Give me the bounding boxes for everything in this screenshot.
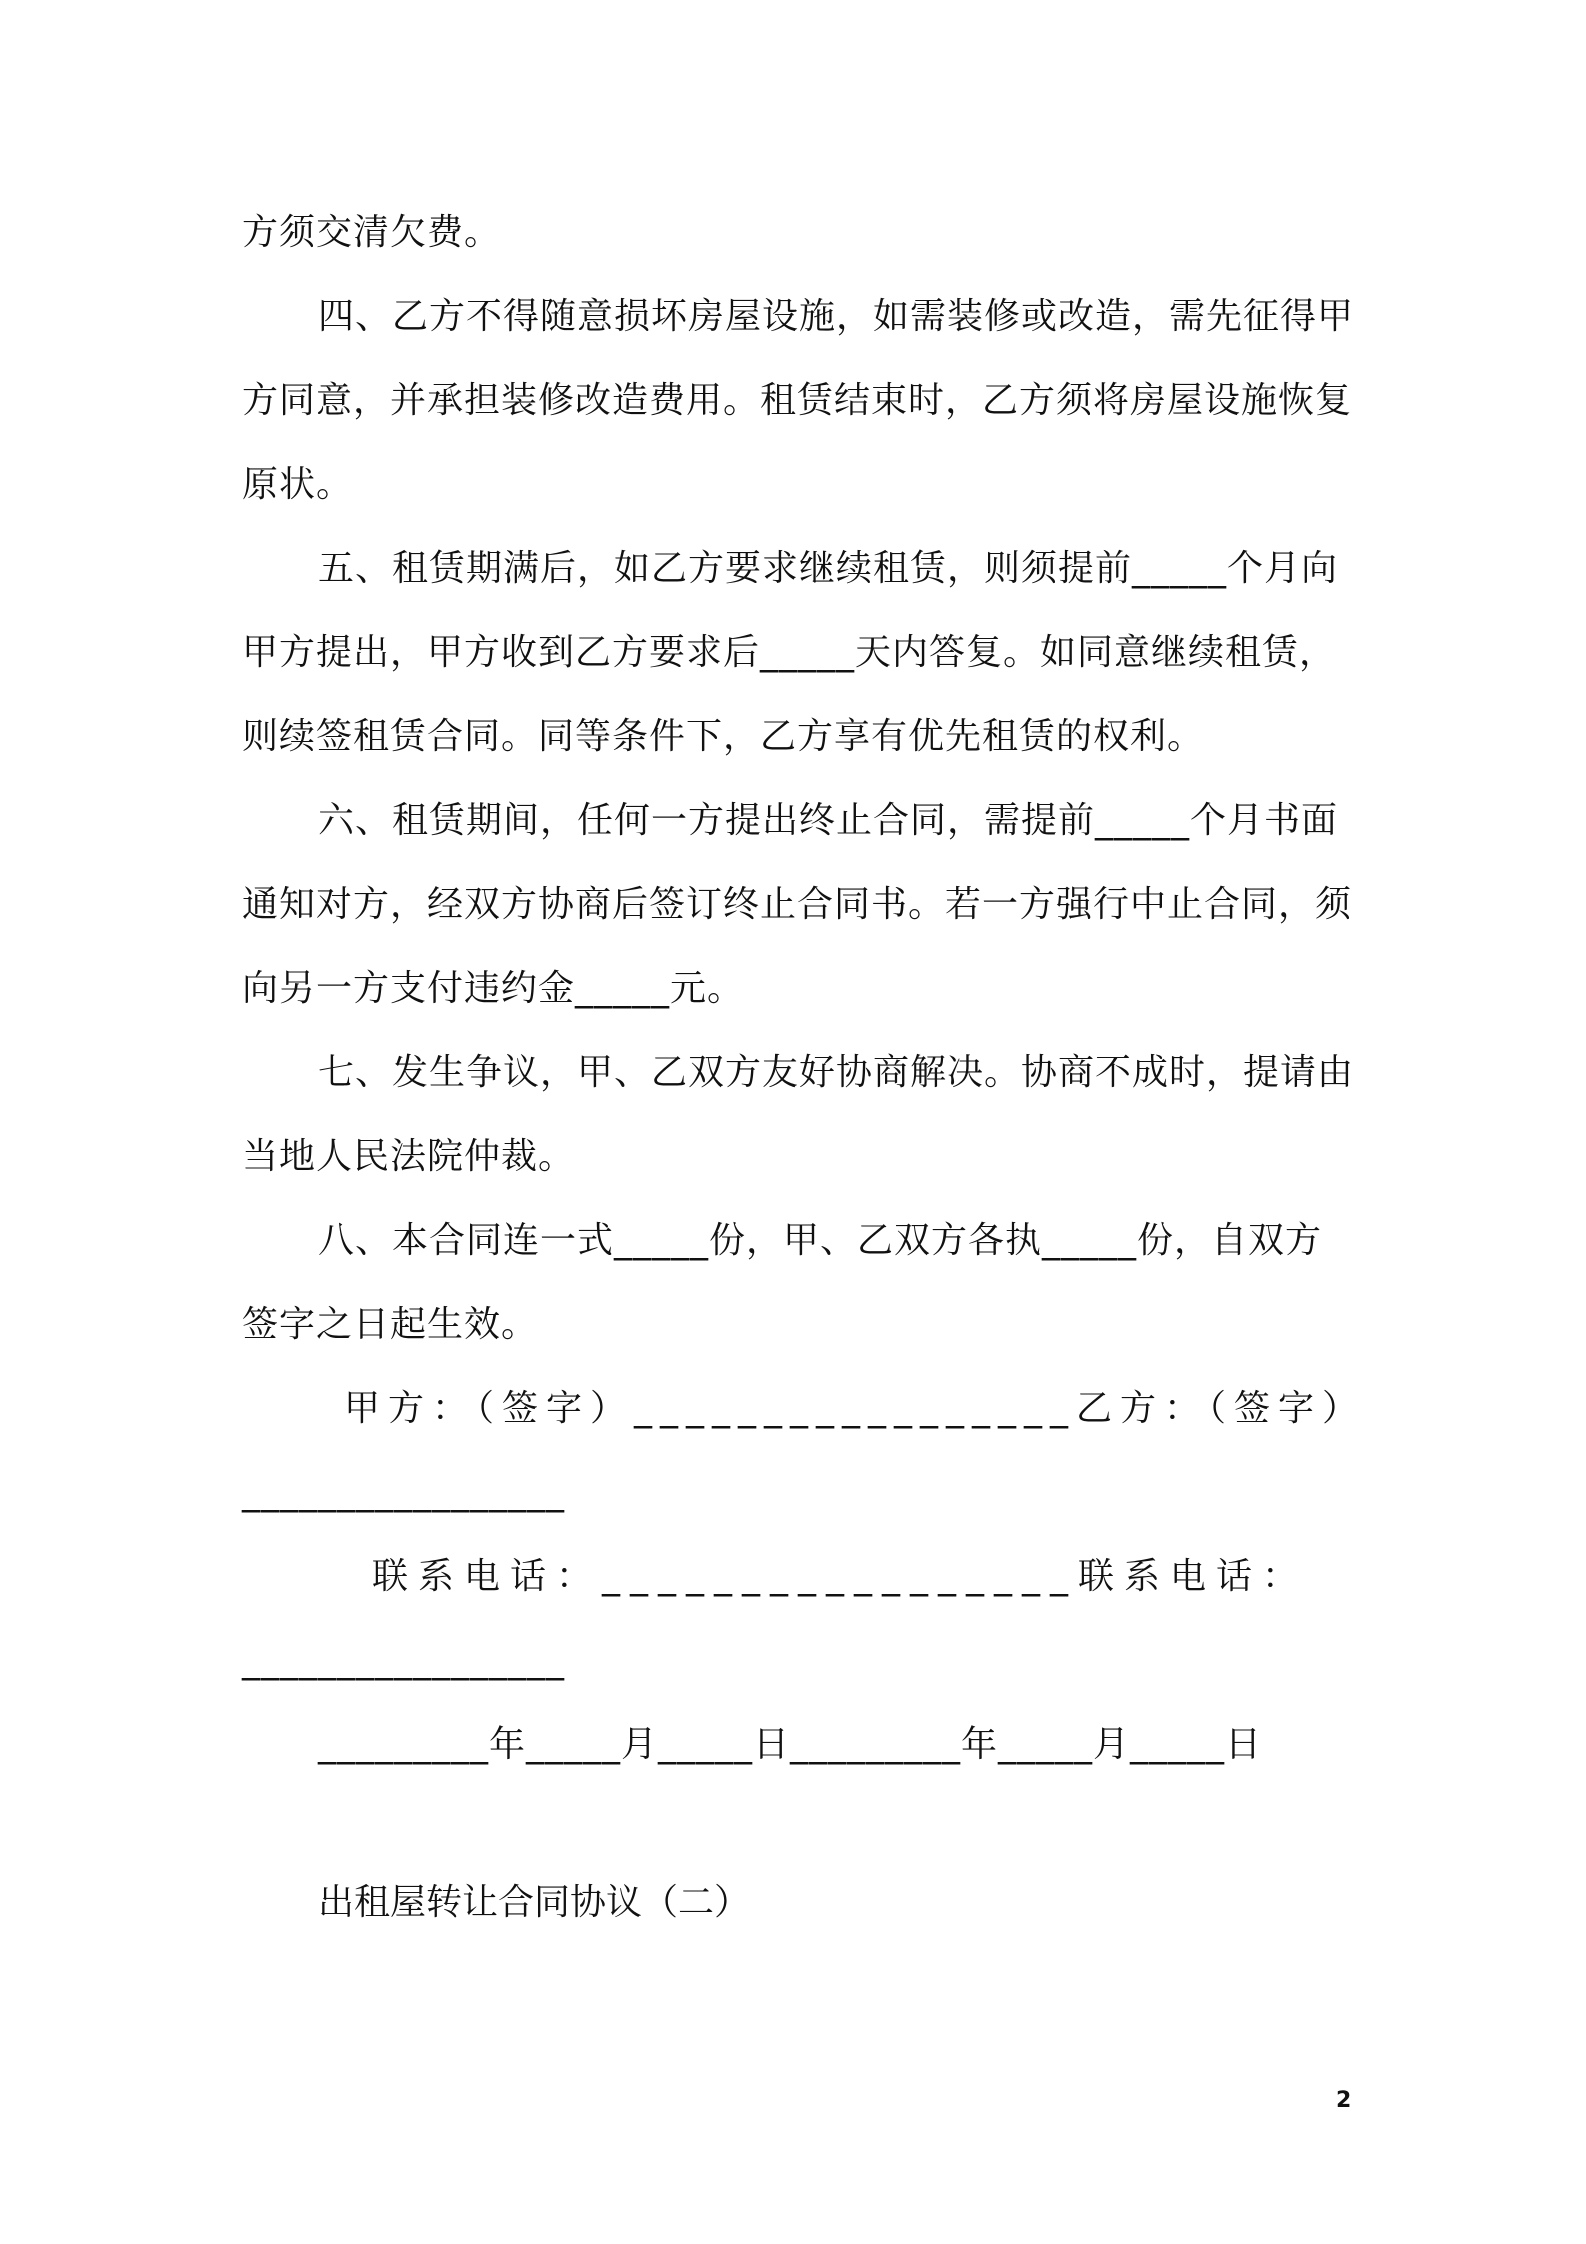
date-line: _________年_____月_____日_________年_____月_____日: [318, 1724, 1262, 1765]
text-line: 甲方提出，甲方收到乙方要求后_____天内答复。如同意继续租赁，: [242, 632, 1337, 673]
text-line: 原状。: [242, 464, 354, 505]
signature-blank: _________________: [242, 1472, 565, 1513]
text-line: 方同意，并承担装修改造费用。租赁结束时，乙方须将房屋设施恢复: [242, 380, 1353, 421]
signature-line: 甲方：（签字）_________________乙方：（签字）: [344, 1388, 1367, 1429]
phone-line: 联系电话：_________________联系电话：: [372, 1556, 1309, 1597]
clause-eight: 八、本合同连一式_____份，甲、乙双方各执_____份，自双方: [318, 1220, 1323, 1261]
next-section-heading: 出租屋转让合同协议（二）: [318, 1882, 751, 1923]
text-line: 签字之日起生效。: [242, 1304, 539, 1345]
text-line: 方须交清欠费。: [242, 212, 502, 253]
clause-five: 五、租赁期满后，如乙方要求继续租赁，则须提前_____个月向: [318, 548, 1339, 589]
phone-blank: _________________: [242, 1640, 565, 1681]
text-line: 通知对方，经双方协商后签订终止合同书。若一方强行中止合同，须: [242, 884, 1353, 925]
clause-seven: 七、发生争议，甲、乙双方友好协商解决。协商不成时，提请由: [318, 1052, 1355, 1093]
clause-six: 六、租赁期间，任何一方提出终止合同，需提前_____个月书面: [318, 800, 1339, 841]
clause-four: 四、乙方不得随意损坏房屋设施，如需装修或改造，需先征得甲: [318, 296, 1355, 337]
text-line: 当地人民法院仲裁。: [242, 1136, 576, 1177]
text-line: 则续签租赁合同。同等条件下，乙方享有优先租赁的权利。: [242, 716, 1205, 757]
text-line: 向另一方支付违约金_____元。: [242, 968, 745, 1009]
page-number: 2: [1336, 2088, 1352, 2113]
